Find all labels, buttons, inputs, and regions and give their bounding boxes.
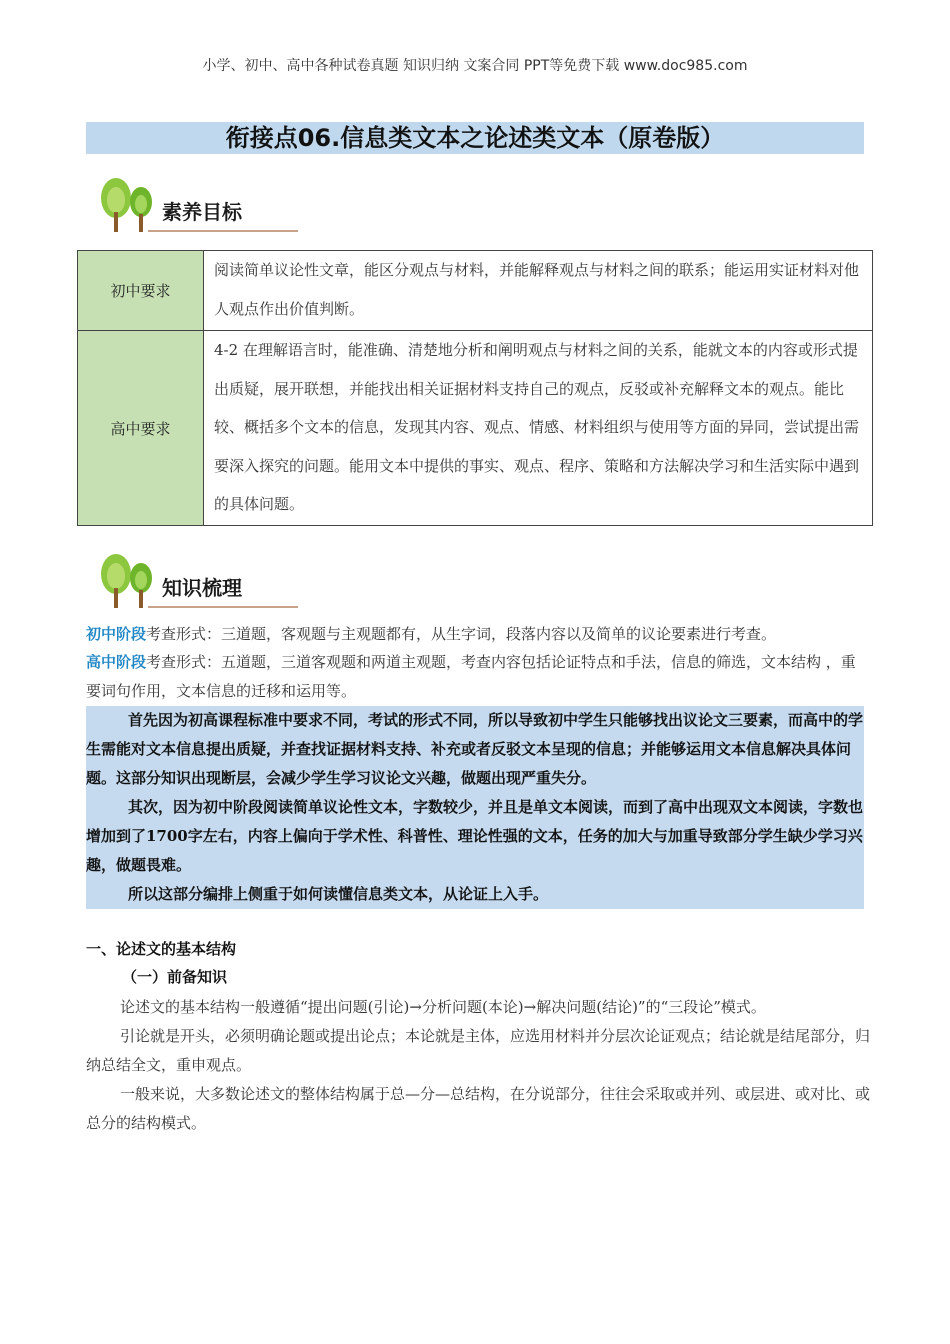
section-underline	[148, 230, 298, 232]
row-text: 4-2 在理解语言时，能准确、清楚地分析和阐明观点与材料之间的关系，能就文本的内容或形式提出质疑，展开联想，并能找出相关证据材料支持自己的观点，反驳或补充解释文本的观点。能比较、概括多个文本的信息，发现其内容、观点、情感、材料组织与使用等方面的异同，尝试提出需要深入探究的问题。能用文本中提供的事实、观点、程序、策略和方法解决学习和生活实际中遇到的具体问题。	[204, 331, 873, 526]
heading-level1: 一、论述文的基本结构	[86, 940, 237, 958]
body-paragraphs	[86, 993, 876, 1138]
stage-term: 初中阶段	[86, 625, 147, 643]
paragraph: 论述文的基本结构一般遵循“提出问题(引论)→分析问题(本论)→解决问题(结论)”的“三段论”模式。	[120, 998, 766, 1016]
stage-senior	[86, 648, 866, 706]
table-row	[78, 331, 873, 526]
stage-text: 考查形式：五道题，三道客观题和两道主观题，考查内容包括论证特点和手法，信息的筛选，文本结构 ，重要词句作用，文本信息的迁移和运用等。	[86, 653, 856, 700]
tree-icon	[96, 176, 166, 234]
highlight-block	[86, 706, 864, 909]
site-header: 小学、初中、高中各种试卷真题 知识归纳 文案合同 PPT等免费下载 www.doc985.com	[202, 58, 748, 74]
row-text: 阅读简单议论性文章，能区分观点与材料，并能解释观点与材料之间的联系；能运用实证材料对他人观点作出价值判断。	[204, 251, 873, 331]
stage-term: 高中阶段	[86, 653, 147, 671]
paragraph: 引论就是开头，必须明确论题或提出论点；本论就是主体，应选用材料并分层次论证观点；结论就是结尾部分，归纳总结全文，重申观点。	[86, 1027, 871, 1074]
requirements-table	[77, 250, 873, 526]
row-label: 初中要求	[78, 251, 204, 331]
section-header-knowledge	[96, 552, 306, 612]
table-row	[78, 251, 873, 331]
section-header-goals	[96, 176, 306, 236]
row-label: 高中要求	[78, 331, 204, 526]
document-title: 衔接点06.信息类文本之论述类文本（原卷版）	[86, 122, 864, 154]
tree-icon	[96, 552, 166, 610]
highlight-paragraph: 所以这部分编排上侧重于如何读懂信息类文本，从论证上入手。	[86, 880, 864, 909]
section-label: 知识梳理	[162, 576, 242, 600]
heading-level2: （一）前备知识	[122, 968, 228, 986]
section-label: 素养目标	[162, 200, 242, 224]
highlight-paragraph: 其次，因为初中阶段阅读简单议论性文本，字数较少，并且是单文本阅读，而到了高中出现双文本阅读，字数也增加到了1700字左右，内容上偏向于学术性、科普性、理论性强的文本，任务的加大与加重导致部分学生缺少学习兴趣，做题畏难。	[86, 793, 864, 880]
stage-text: 考查形式：三道题，客观题与主观题都有，从生字词，段落内容以及简单的议论要素进行考查。	[146, 625, 777, 643]
section-underline	[148, 606, 298, 608]
paragraph: 一般来说，大多数论述文的整体结构属于总—分—总结构，在分说部分，往往会采取或并列、或层进、或对比、或总分的结构模式。	[86, 1085, 871, 1132]
highlight-paragraph: 首先因为初高课程标准中要求不同，考试的形式不同，所以导致初中学生只能够找出议论文三要素，而高中的学生需能对文本信息提出质疑，并查找证据材料支持、补充或者反驳文本呈现的信息；并能够运用文本信息解决具体问题。这部分知识出现断层，会减少学生学习议论文兴趣，做题出现严重失分。	[86, 706, 864, 793]
stage-junior	[86, 620, 866, 649]
